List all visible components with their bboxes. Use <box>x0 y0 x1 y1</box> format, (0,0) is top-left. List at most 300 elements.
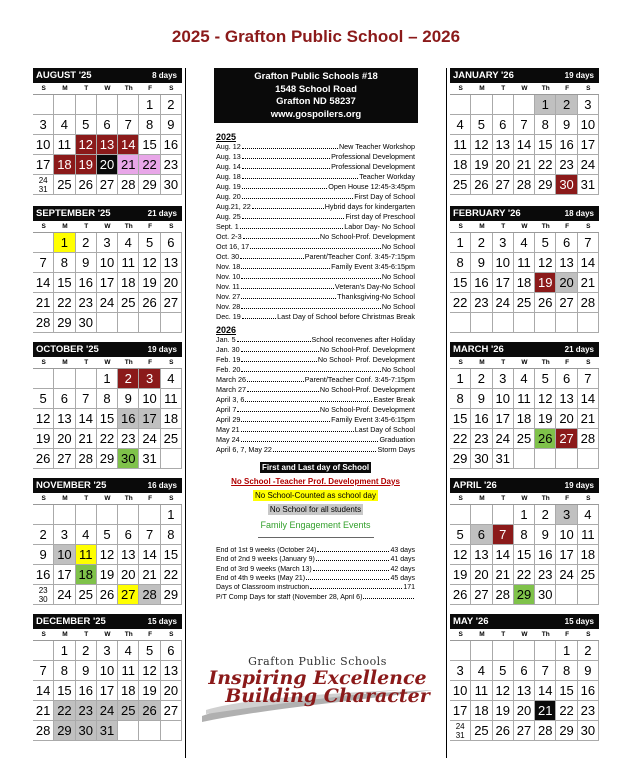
day-cell: 12 <box>97 545 118 565</box>
day-cell: 31 <box>139 449 160 469</box>
day-cell: 18 <box>514 273 535 293</box>
weekday-label: S <box>458 495 463 502</box>
day-cell: 25 <box>450 175 471 195</box>
day-cell: 13 <box>118 545 139 565</box>
day-cell: 22 <box>139 155 160 175</box>
day-cell: 16 <box>535 545 556 565</box>
day-cell: 22 <box>450 293 471 313</box>
weekday-header <box>33 493 182 505</box>
event-text: First day of Preschool <box>345 212 415 221</box>
event-date: April 7 <box>216 405 237 414</box>
day-cell <box>118 505 139 525</box>
day-cell: 20 <box>471 565 492 585</box>
day-cell <box>33 641 54 661</box>
day-cell <box>450 95 471 115</box>
month-december <box>33 614 182 741</box>
day-cell: 10 <box>139 389 160 409</box>
day-cell <box>33 585 54 605</box>
weekday-label: M <box>62 631 68 638</box>
day-cell <box>471 641 492 661</box>
day-cell: 17 <box>33 155 54 175</box>
day-cell: 9 <box>578 661 599 681</box>
day-grid <box>450 233 599 333</box>
day-cell <box>97 95 118 115</box>
day-cell: 16 <box>161 135 182 155</box>
day-cell: 12 <box>493 681 514 701</box>
day-cell: 30 <box>118 449 139 469</box>
weekday-header <box>33 629 182 641</box>
day-cell: 2 <box>33 525 54 545</box>
weekday-label: W <box>104 223 111 230</box>
day-cell <box>118 721 139 741</box>
month-april <box>450 478 599 605</box>
day-number-second: 31 <box>455 730 465 740</box>
month-days-count: 15 days <box>564 617 594 626</box>
weekday-label: S <box>458 359 463 366</box>
day-cell: 12 <box>76 135 97 155</box>
day-cell <box>556 449 577 469</box>
quarter-label: End of 4th 9 weeks (May 21) <box>216 574 306 582</box>
event-leader <box>241 283 334 289</box>
event-row <box>216 445 415 455</box>
day-cell: 27 <box>161 293 182 313</box>
event-leader <box>242 153 330 159</box>
weekday-label: M <box>479 631 485 638</box>
event-row <box>216 405 415 415</box>
event-leader <box>241 293 336 299</box>
day-cell: 11 <box>118 661 139 681</box>
day-cell <box>33 175 54 195</box>
year-2025-heading: 2025 <box>216 132 237 142</box>
quarter-row <box>216 547 415 555</box>
logo-motto-1: Inspiring Excellence <box>208 667 427 689</box>
event-row <box>216 182 415 192</box>
day-cell: 31 <box>493 449 514 469</box>
day-cell: 19 <box>139 273 160 293</box>
quarter-value: 41 days <box>390 556 415 564</box>
event-row <box>216 425 415 435</box>
day-cell: 7 <box>535 661 556 681</box>
day-cell: 28 <box>76 449 97 469</box>
event-leader <box>241 263 330 269</box>
day-cell: 8 <box>161 525 182 545</box>
day-cell: 29 <box>54 313 75 333</box>
day-cell: 16 <box>76 273 97 293</box>
month-name: OCTOBER '25 <box>36 344 99 355</box>
event-text: No School-Prof. Development <box>319 405 415 414</box>
event-leader <box>242 163 330 169</box>
day-cell: 27 <box>556 429 577 449</box>
day-cell: 16 <box>76 681 97 701</box>
day-cell <box>97 313 118 333</box>
event-row <box>216 335 415 345</box>
day-cell: 25 <box>118 293 139 313</box>
day-cell: 24 <box>54 585 75 605</box>
event-date: Dec. 19 <box>216 312 241 321</box>
day-cell: 13 <box>161 661 182 681</box>
quarter-value: 42 days <box>390 565 415 573</box>
day-cell: 28 <box>514 175 535 195</box>
weekday-header <box>33 357 182 369</box>
day-cell: 20 <box>54 429 75 449</box>
day-cell: 18 <box>514 409 535 429</box>
day-cell: 8 <box>514 525 535 545</box>
day-cell: 3 <box>97 641 118 661</box>
quarter-leader <box>363 594 414 599</box>
weekday-label: Th <box>124 495 133 502</box>
event-row <box>216 345 415 355</box>
quarter-label: P/T Comp Days for staff (November 28, April 6) <box>216 593 363 601</box>
day-cell: 9 <box>76 253 97 273</box>
weekday-label: W <box>521 223 528 230</box>
day-cell: 3 <box>97 233 118 253</box>
day-cell <box>33 369 54 389</box>
day-cell: 26 <box>493 721 514 741</box>
day-cell: 5 <box>450 525 471 545</box>
day-cell: 14 <box>139 545 160 565</box>
day-cell <box>535 641 556 661</box>
day-cell: 27 <box>514 721 535 741</box>
day-cell: 23 <box>76 293 97 313</box>
event-row <box>216 292 415 302</box>
day-cell: 22 <box>535 155 556 175</box>
weekday-label: T <box>501 223 506 230</box>
month-header <box>450 614 599 629</box>
event-text: Last Day of School <box>354 425 415 434</box>
day-grid <box>33 641 182 741</box>
weekday-label: S <box>169 223 174 230</box>
day-cell <box>578 313 599 333</box>
day-cell <box>161 313 182 333</box>
weekday-label: S <box>169 631 174 638</box>
day-cell: 13 <box>471 545 492 565</box>
day-cell: 16 <box>33 565 54 585</box>
day-cell <box>514 641 535 661</box>
day-cell: 24 <box>493 429 514 449</box>
day-cell: 18 <box>76 565 97 585</box>
event-leader <box>240 223 344 229</box>
day-cell: 13 <box>556 389 577 409</box>
event-text: No School-Prof. Development <box>319 345 415 354</box>
weekday-header <box>450 83 599 95</box>
day-cell: 17 <box>556 545 577 565</box>
day-cell: 9 <box>118 389 139 409</box>
weekday-label: S <box>458 631 463 638</box>
weekday-label: W <box>104 359 111 366</box>
day-cell: 15 <box>97 409 118 429</box>
day-cell: 8 <box>139 115 160 135</box>
day-cell: 4 <box>514 233 535 253</box>
month-name: APRIL '26 <box>453 480 497 491</box>
event-text: No School- Prof. Development <box>317 355 415 364</box>
weekday-label: M <box>62 85 68 92</box>
page-title: 2025 - Grafton Public School – 2026 <box>171 27 461 46</box>
weekday-label: S <box>586 85 591 92</box>
school-info-box <box>214 68 418 123</box>
day-cell <box>493 641 514 661</box>
day-cell: 21 <box>76 429 97 449</box>
day-cell <box>471 505 492 525</box>
event-date: April 3, 6 <box>216 395 245 404</box>
event-date: Jan. 30 <box>216 345 240 354</box>
school-website[interactable]: www.gospoilers.org <box>270 108 362 120</box>
day-cell: 30 <box>578 721 599 741</box>
day-cell <box>493 505 514 525</box>
day-cell: 17 <box>450 701 471 721</box>
day-cell <box>450 313 471 333</box>
day-number-second: 30 <box>38 594 48 604</box>
event-leader <box>242 193 354 199</box>
day-cell: 1 <box>161 505 182 525</box>
day-cell: 26 <box>471 175 492 195</box>
day-cell: 16 <box>556 135 577 155</box>
event-text: Hybrid days for kindergarten <box>324 202 415 211</box>
day-cell <box>535 313 556 333</box>
event-leader <box>242 173 358 179</box>
day-cell: 11 <box>54 135 75 155</box>
event-row <box>216 415 415 425</box>
day-cell: 14 <box>33 681 54 701</box>
event-date: April 6, 7, May 22 <box>216 445 272 454</box>
weekday-label: T <box>84 223 89 230</box>
day-cell: 11 <box>471 681 492 701</box>
day-cell: 26 <box>33 449 54 469</box>
day-cell: 4 <box>578 505 599 525</box>
weekday-label: Th <box>124 85 133 92</box>
day-cell: 17 <box>493 273 514 293</box>
weekday-label: Th <box>124 631 133 638</box>
day-cell: 5 <box>33 389 54 409</box>
month-march <box>450 342 599 469</box>
day-cell: 31 <box>97 721 118 741</box>
day-number: 24 <box>38 175 48 185</box>
day-cell <box>54 369 75 389</box>
month-header <box>450 206 599 221</box>
day-cell: 1 <box>450 369 471 389</box>
day-cell: 17 <box>97 681 118 701</box>
day-cell: 21 <box>578 409 599 429</box>
day-cell <box>139 505 160 525</box>
day-cell: 3 <box>33 115 54 135</box>
day-cell: 19 <box>97 565 118 585</box>
weekday-label: S <box>586 359 591 366</box>
school-city: Grafton ND 58237 <box>276 96 356 107</box>
day-cell <box>139 313 160 333</box>
day-cell: 16 <box>578 681 599 701</box>
event-text: Parent/Teacher Conf. 3:45-7:15pm <box>304 375 415 384</box>
event-leader <box>241 356 317 362</box>
day-cell: 21 <box>493 565 514 585</box>
weekday-label: F <box>565 631 570 638</box>
day-cell: 6 <box>493 115 514 135</box>
day-grid <box>450 505 599 605</box>
day-cell: 12 <box>139 253 160 273</box>
event-row <box>216 172 415 182</box>
month-days-count: 19 days <box>564 71 594 80</box>
event-text: Parent/Teacher Conf. 3:45-7:15pm <box>304 252 415 261</box>
weekday-label: S <box>41 631 46 638</box>
event-leader <box>252 203 324 209</box>
event-text: School reconvenes after Holiday <box>311 335 415 344</box>
weekday-label: W <box>104 631 111 638</box>
day-cell <box>161 721 182 741</box>
event-text: No School <box>381 242 415 251</box>
day-cell: 13 <box>514 681 535 701</box>
day-cell: 14 <box>76 409 97 429</box>
day-cell <box>556 585 577 605</box>
day-cell: 6 <box>54 389 75 409</box>
month-header <box>33 68 182 83</box>
day-grid <box>450 369 599 469</box>
event-leader <box>241 416 330 422</box>
day-cell: 11 <box>578 525 599 545</box>
month-days-count: 8 days <box>152 71 177 80</box>
day-cell: 30 <box>535 585 556 605</box>
day-cell: 7 <box>139 525 160 545</box>
event-text: Family Event 3:45-6:15pm <box>331 262 415 271</box>
day-cell: 25 <box>471 721 492 741</box>
event-row <box>216 302 415 312</box>
day-cell: 29 <box>97 449 118 469</box>
event-leader <box>273 446 377 452</box>
weekday-label: T <box>84 631 89 638</box>
day-cell: 30 <box>556 175 577 195</box>
day-cell: 5 <box>139 233 160 253</box>
quarter-row <box>216 584 415 592</box>
event-row <box>216 365 415 375</box>
day-cell: 25 <box>514 429 535 449</box>
event-text: Graduation <box>379 435 415 444</box>
quarter-leader <box>313 566 390 571</box>
day-cell: 25 <box>578 565 599 585</box>
day-cell: 25 <box>54 175 75 195</box>
day-cell <box>33 233 54 253</box>
day-cell: 23 <box>556 155 577 175</box>
event-text: Labor Day- No School <box>344 222 415 231</box>
day-cell: 22 <box>54 293 75 313</box>
day-cell: 15 <box>556 681 577 701</box>
day-cell: 29 <box>161 585 182 605</box>
month-days-count: 19 days <box>564 481 594 490</box>
day-cell: 29 <box>556 721 577 741</box>
day-cell: 10 <box>578 115 599 135</box>
day-cell: 10 <box>493 389 514 409</box>
day-cell: 21 <box>33 701 54 721</box>
event-leader <box>237 336 311 342</box>
weekday-label: S <box>41 223 46 230</box>
event-text: Professional Development <box>331 152 415 161</box>
event-row <box>216 282 415 292</box>
day-cell: 13 <box>54 409 75 429</box>
event-leader <box>245 396 372 402</box>
day-cell <box>161 449 182 469</box>
event-date: Feb. 20 <box>216 365 241 374</box>
event-row <box>216 375 415 385</box>
day-cell: 11 <box>450 135 471 155</box>
day-cell: 14 <box>514 135 535 155</box>
quarter-leader <box>316 556 390 561</box>
weekday-header <box>33 83 182 95</box>
day-cell: 20 <box>556 409 577 429</box>
event-date: Aug. 13 <box>216 152 241 161</box>
event-date: Nov. 11 <box>216 282 240 291</box>
day-cell: 12 <box>535 253 556 273</box>
day-cell: 6 <box>471 525 492 545</box>
day-cell <box>118 95 139 115</box>
event-leader <box>241 366 380 372</box>
day-cell: 19 <box>471 155 492 175</box>
day-cell: 2 <box>578 641 599 661</box>
quarter-value: 43 days <box>390 547 415 554</box>
day-cell: 28 <box>139 585 160 605</box>
event-row <box>216 212 415 222</box>
weekday-label: S <box>41 359 46 366</box>
day-cell: 10 <box>33 135 54 155</box>
event-date: Nov. 18 <box>216 262 241 271</box>
day-cell <box>578 449 599 469</box>
day-cell: 26 <box>97 585 118 605</box>
event-date: Oct. 30 <box>216 252 240 261</box>
day-cell <box>97 505 118 525</box>
day-cell: 17 <box>493 409 514 429</box>
weekday-label: T <box>84 85 89 92</box>
weekday-label: F <box>148 223 153 230</box>
weekday-label: Th <box>124 223 133 230</box>
day-cell: 5 <box>76 115 97 135</box>
day-cell: 24 <box>97 701 118 721</box>
event-date: Feb. 19 <box>216 355 241 364</box>
day-cell: 3 <box>556 505 577 525</box>
event-date: Aug. 14 <box>216 162 241 171</box>
event-date: Aug. 12 <box>216 142 241 151</box>
day-cell: 20 <box>161 273 182 293</box>
quarter-label: End of 3rd 9 weeks (March 13) <box>216 565 312 573</box>
event-leader <box>241 346 319 352</box>
day-cell: 28 <box>578 429 599 449</box>
day-cell: 17 <box>54 565 75 585</box>
weekday-label: W <box>104 85 111 92</box>
day-cell: 4 <box>450 115 471 135</box>
event-leader <box>240 253 304 259</box>
day-cell: 14 <box>578 389 599 409</box>
weekday-label: T <box>501 631 506 638</box>
day-cell: 9 <box>556 115 577 135</box>
day-cell: 21 <box>118 155 139 175</box>
weekday-label: M <box>479 495 485 502</box>
day-cell <box>76 369 97 389</box>
weekday-label: T <box>84 359 89 366</box>
day-cell: 6 <box>514 661 535 681</box>
weekday-label: T <box>501 495 506 502</box>
weekday-label: W <box>521 631 528 638</box>
quarter-value: 171 <box>403 584 415 592</box>
month-february <box>450 206 599 333</box>
weekday-label: Th <box>541 631 550 638</box>
day-cell: 19 <box>450 565 471 585</box>
day-cell: 21 <box>514 155 535 175</box>
quarter-label: Days of Classroom instruction <box>216 584 309 592</box>
month-header <box>450 478 599 493</box>
day-cell: 11 <box>161 389 182 409</box>
day-cell: 19 <box>33 429 54 449</box>
day-grid <box>33 95 182 195</box>
day-cell: 29 <box>535 175 556 195</box>
day-cell: 26 <box>450 585 471 605</box>
month-header <box>33 478 182 493</box>
school-name: Grafton Public Schools #18 <box>254 71 378 82</box>
weekday-label: S <box>169 359 174 366</box>
event-row <box>216 232 415 242</box>
